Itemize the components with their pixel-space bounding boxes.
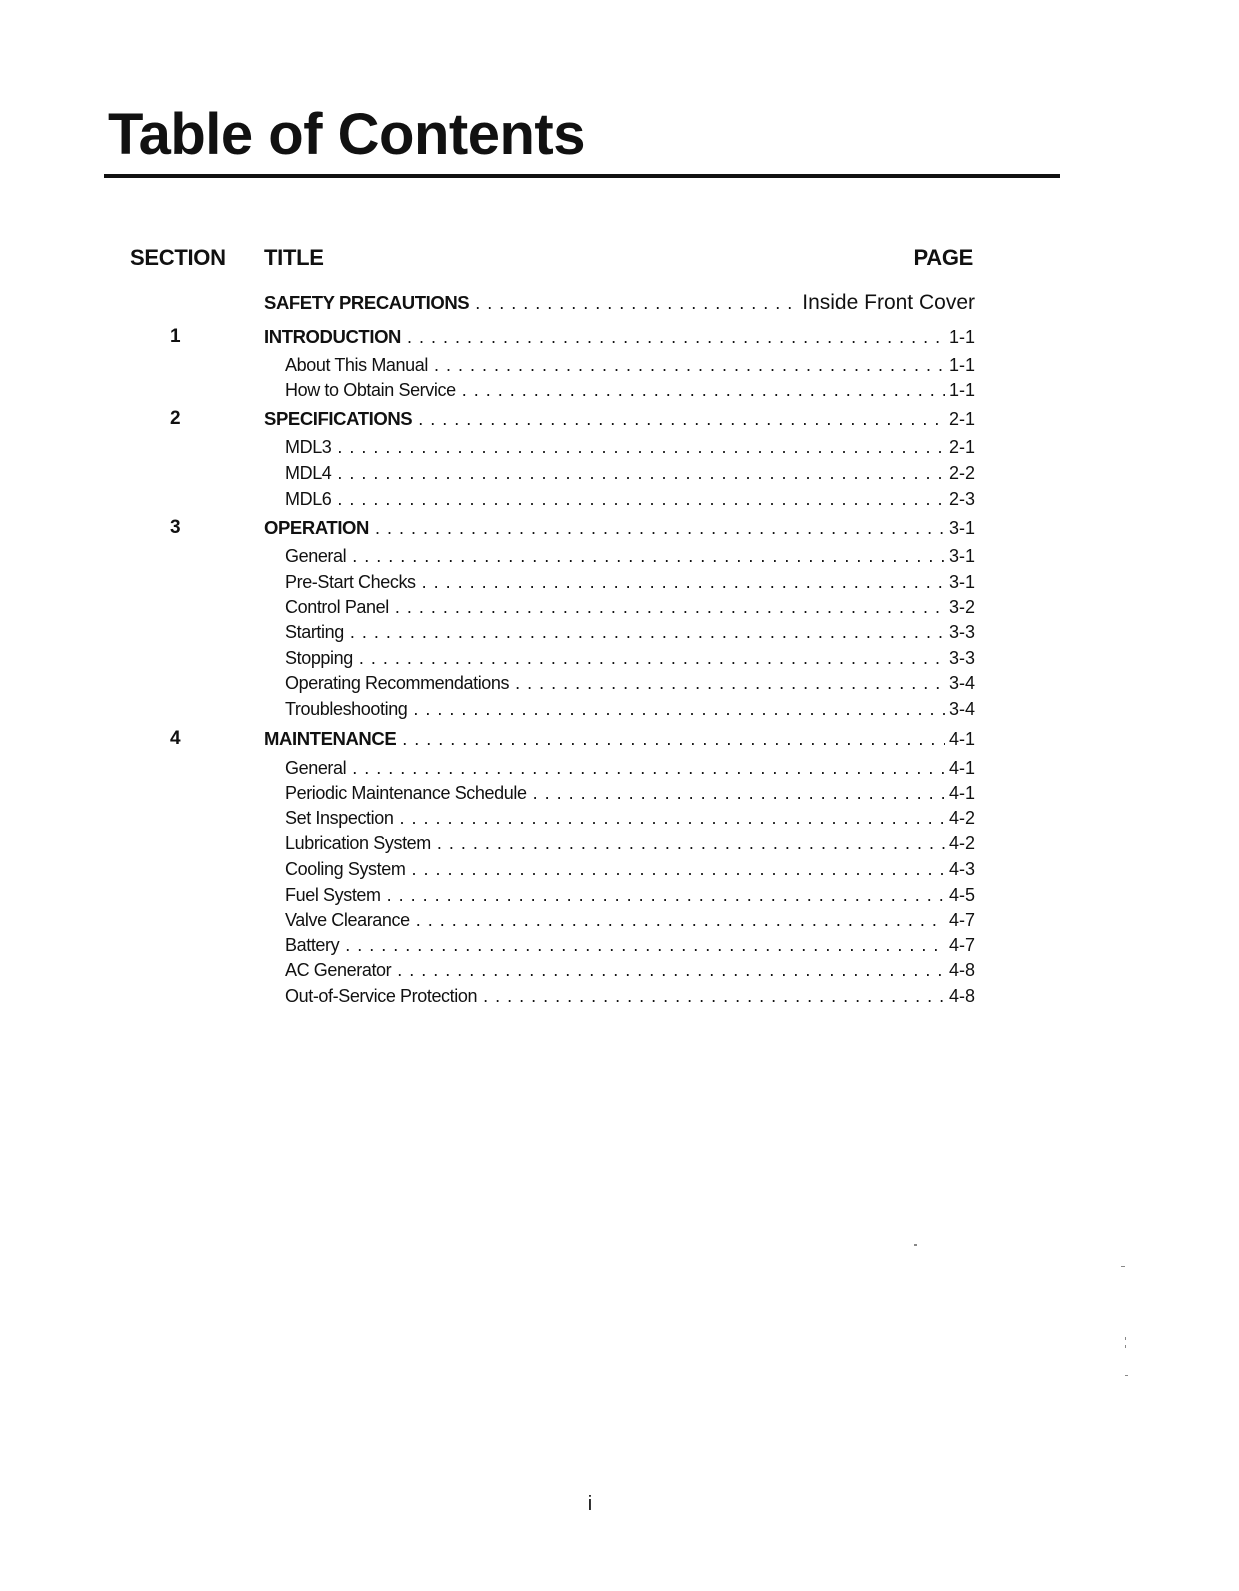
toc-entry-maintenance[interactable] (130, 726, 975, 752)
toc-entry-operation[interactable] (130, 515, 975, 541)
page-reference: 4-8 (948, 986, 975, 1006)
section-number: 3 (170, 517, 181, 538)
entry-title: How to Obtain Service (285, 380, 456, 400)
dot-leader (422, 569, 945, 595)
dot-leader (416, 907, 945, 933)
section-column-header: SECTION (130, 245, 226, 270)
toc-entry-safety-precautions[interactable] (130, 290, 975, 316)
entry-title: Cooling System (285, 859, 406, 879)
entry-title: Fuel System (285, 885, 381, 905)
toc-entry-battery[interactable] (130, 932, 975, 958)
entry-title: General (285, 546, 347, 566)
dot-leader (352, 543, 945, 569)
dot-leader (434, 352, 945, 378)
page-reference: 4-1 (948, 729, 975, 749)
page-reference: 4-7 (948, 910, 975, 930)
page-reference: 3-3 (948, 648, 975, 668)
page-reference: 4-1 (948, 758, 975, 778)
toc-entry-out-of-service-protection[interactable] (130, 983, 975, 1009)
dot-leader (387, 882, 945, 908)
dot-leader (395, 594, 945, 620)
page-reference: 4-5 (948, 885, 975, 905)
dot-leader (337, 434, 945, 460)
entry-title: Valve Clearance (285, 910, 410, 930)
entry-title: Lubrication System (285, 833, 431, 853)
page-reference: 4-8 (948, 960, 975, 980)
entry-title: MDL3 (285, 437, 332, 457)
page-reference: 1-1 (948, 327, 975, 347)
entry-title: MAINTENANCE (264, 728, 397, 749)
toc-entry-stopping[interactable] (130, 645, 975, 671)
entry-title: General (285, 758, 347, 778)
entry-title: Battery (285, 935, 340, 955)
dot-leader (399, 805, 945, 831)
page-reference: 1-1 (948, 355, 975, 375)
page-reference: 3-3 (948, 622, 975, 642)
page-title: Table of Contents (108, 102, 585, 167)
dot-leader (462, 377, 945, 403)
page-reference: 3-4 (948, 699, 975, 719)
section-number: 4 (170, 728, 181, 749)
dot-leader (352, 755, 945, 781)
entry-title: Starting (285, 622, 344, 642)
toc-entry-ac-generator[interactable] (130, 957, 975, 983)
entry-title: INTRODUCTION (264, 326, 402, 347)
dot-leader (437, 830, 945, 856)
toc-entry-mdl6[interactable] (130, 486, 975, 512)
toc-entry-lubrication-system[interactable] (130, 830, 975, 856)
entry-title: Set Inspection (285, 808, 394, 828)
dot-leader (337, 486, 945, 512)
toc-entry-how-to-obtain-service[interactable] (130, 377, 975, 403)
entry-title: Control Panel (285, 597, 389, 617)
toc-entry-valve-clearance[interactable] (130, 907, 975, 933)
dot-leader (413, 696, 945, 722)
page-reference: 2-1 (948, 409, 975, 429)
page-reference: 1-1 (948, 380, 975, 400)
dot-leader (418, 406, 945, 432)
dot-leader (350, 619, 945, 645)
entry-title: SPECIFICATIONS (264, 408, 413, 429)
page-reference: 4-2 (948, 833, 975, 853)
page-reference: 2-3 (948, 489, 975, 509)
entry-title: Pre-Start Checks (285, 572, 416, 592)
dot-leader (375, 515, 945, 541)
page-reference: 4-1 (948, 783, 975, 803)
toc-entry-troubleshooting[interactable] (130, 696, 975, 722)
toc-entry-operating-recommendations[interactable] (130, 670, 975, 696)
page-reference: 3-1 (948, 518, 975, 538)
entry-title: AC Generator (285, 960, 392, 980)
toc-entry-periodic-maintenance-schedule[interactable] (130, 780, 975, 806)
scan-speck (914, 1244, 917, 1246)
dot-leader (515, 670, 945, 696)
dot-leader (483, 983, 945, 1009)
dot-leader (407, 324, 945, 350)
entry-title: About This Manual (285, 355, 428, 375)
toc-entry-about-this-manual[interactable] (130, 352, 975, 378)
toc-entry-specifications[interactable] (130, 406, 975, 432)
toc-entry-starting[interactable] (130, 619, 975, 645)
entry-title: Operating Recommendations (285, 673, 510, 693)
page-reference: 3-4 (948, 673, 975, 693)
title-column-header: TITLE (264, 245, 324, 270)
page-reference: 3-1 (948, 546, 975, 566)
dot-leader (533, 780, 945, 806)
entry-title: Out-of-Service Protection (285, 986, 478, 1006)
entry-title: OPERATION (264, 517, 370, 538)
scan-speck (1121, 1266, 1125, 1267)
scan-speck (1125, 1337, 1126, 1340)
toc-entry-mdl4[interactable] (130, 460, 975, 486)
dot-leader (475, 290, 798, 316)
toc-entry-set-inspection[interactable] (130, 805, 975, 831)
dot-leader (397, 957, 945, 983)
section-number: 2 (170, 408, 181, 429)
entry-title: Troubleshooting (285, 699, 408, 719)
toc-entry-control-panel[interactable] (130, 594, 975, 620)
toc-entry-maintenance-general[interactable] (130, 755, 975, 781)
page-column-header: PAGE (913, 245, 973, 270)
toc-entry-cooling-system[interactable] (130, 856, 975, 882)
page-reference: 4-7 (948, 935, 975, 955)
toc-entry-fuel-system[interactable] (130, 882, 975, 908)
dot-leader (337, 460, 945, 486)
dot-leader (411, 856, 945, 882)
toc-entry-operation-general[interactable] (130, 543, 975, 569)
page-number: i (587, 1493, 593, 1515)
page-reference: 2-1 (948, 437, 975, 457)
title-rule (104, 174, 1060, 178)
page-reference: 4-3 (948, 859, 975, 879)
entry-title: Periodic Maintenance Schedule (285, 783, 527, 803)
page-reference: Inside Front Cover (802, 291, 975, 314)
toc-entry-mdl3[interactable] (130, 434, 975, 460)
scan-speck (1125, 1375, 1128, 1376)
page-reference: 3-2 (948, 597, 975, 617)
toc-entry-pre-start-checks[interactable] (130, 569, 975, 595)
dot-leader (359, 645, 945, 671)
entry-title: SAFETY PRECAUTIONS (264, 292, 470, 313)
page-reference: 2-2 (948, 463, 975, 483)
entry-title: MDL6 (285, 489, 332, 509)
entry-title: MDL4 (285, 463, 332, 483)
scan-speck (1125, 1345, 1126, 1348)
dot-leader (402, 726, 945, 752)
section-number: 1 (170, 326, 181, 347)
entry-title: Stopping (285, 648, 353, 668)
toc-entry-introduction[interactable] (130, 324, 975, 350)
page-reference: 4-2 (948, 808, 975, 828)
page-reference: 3-1 (948, 572, 975, 592)
dot-leader (345, 932, 945, 958)
